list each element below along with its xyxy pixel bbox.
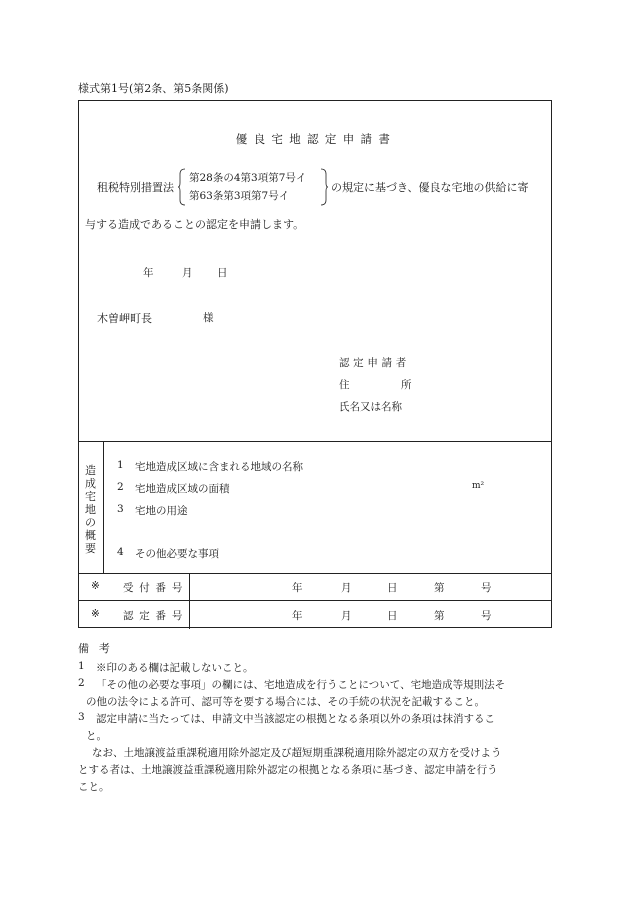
- notes-heading: 備考: [78, 642, 120, 655]
- note-paragraph-line: なお、土地譲渡益重課税適用除外認定及び超短期重課税適用除外認定の双方を受けよう: [92, 747, 502, 759]
- date-year: 年: [143, 267, 154, 279]
- honorific: 様: [203, 312, 214, 324]
- divider: [189, 573, 190, 629]
- application-form-frame: [78, 100, 552, 628]
- right-bracket-icon: [320, 168, 328, 206]
- left-bracket-icon: [178, 168, 186, 206]
- office-use-mark: ※: [91, 580, 100, 592]
- note-text: ※印のある欄は記載しないこと。: [96, 662, 254, 674]
- request-text-line-1: の規定に基づき、優良な宅地の供給に寄: [331, 181, 529, 194]
- receipt-number-label: 受付番号: [123, 582, 189, 594]
- applicant-name-label: 氏名又は名称: [339, 401, 402, 413]
- row-year: 年: [292, 610, 303, 622]
- row-day: 日: [387, 582, 398, 594]
- date-day: 日: [217, 267, 228, 279]
- form-title: 優良宅地認定申請書: [235, 132, 397, 146]
- note-number: 2: [78, 677, 85, 689]
- note-text-continued: と。: [86, 730, 107, 742]
- row-number-prefix: 第: [434, 610, 445, 622]
- divider: [103, 441, 104, 573]
- overview-item-label: その他必要な事項: [135, 548, 219, 560]
- note-paragraph-line: こと。: [78, 781, 110, 793]
- applicant-title: 認定申請者: [339, 357, 410, 369]
- row-day: 日: [387, 610, 398, 622]
- overview-item-label: 宅地造成区域の面積: [135, 483, 230, 495]
- divider: [79, 573, 551, 574]
- note-paragraph-line: とする者は、土地譲渡益重課税適用除外認定の根拠となる条項に基づき、認定申請を行う: [78, 764, 498, 776]
- applicant-address-label-a: 住: [339, 379, 350, 391]
- row-number-suffix: 号: [481, 582, 492, 594]
- overview-item-number: 1: [117, 459, 124, 471]
- row-month: 月: [341, 582, 352, 594]
- row-year: 年: [292, 582, 303, 594]
- overview-vertical-label: 造 成 宅 地 の 概 要: [85, 464, 96, 555]
- overview-item-label: 宅地造成区域に含まれる地域の名称: [135, 461, 303, 473]
- row-number-suffix: 号: [481, 610, 492, 622]
- form-number-label: 様式第1号(第2条、第5条関係): [78, 82, 229, 95]
- divider: [79, 441, 551, 442]
- office-use-mark: ※: [91, 608, 100, 620]
- overview-item-number: 2: [117, 481, 124, 493]
- row-month: 月: [341, 610, 352, 622]
- row-number-prefix: 第: [434, 582, 445, 594]
- note-number: 1: [78, 660, 85, 672]
- date-month: 月: [182, 267, 193, 279]
- area-unit: m²: [472, 481, 485, 491]
- overview-item-number: 4: [117, 546, 124, 558]
- article-option-1: 第28条の4第3項第7号イ: [189, 172, 307, 184]
- note-text: 認定申請に当たっては、申請文中当該認定の根拠となる条項以外の条項は抹消するこ: [96, 713, 495, 725]
- overview-item-label: 宅地の用途: [135, 505, 188, 517]
- article-option-2: 第63条第3項第7号イ: [189, 190, 290, 202]
- note-text: 「その他の必要な事項」の欄には、宅地造成を行うことについて、宅地造成等規則法そ: [96, 679, 506, 691]
- addressee: 木曽岬町長: [97, 312, 152, 325]
- divider: [79, 600, 551, 601]
- note-number: 3: [78, 711, 85, 723]
- law-name: 租税特別措置法: [97, 181, 174, 194]
- request-text-line-2: 与する造成であることの認定を申請します。: [85, 218, 305, 231]
- note-text-continued: の他の法令による許可、認可等を要する場合には、その手続の状況を記載すること。: [86, 696, 485, 708]
- certification-number-label: 認定番号: [123, 610, 189, 622]
- applicant-address-label-b: 所: [401, 379, 412, 391]
- overview-item-number: 3: [117, 503, 124, 515]
